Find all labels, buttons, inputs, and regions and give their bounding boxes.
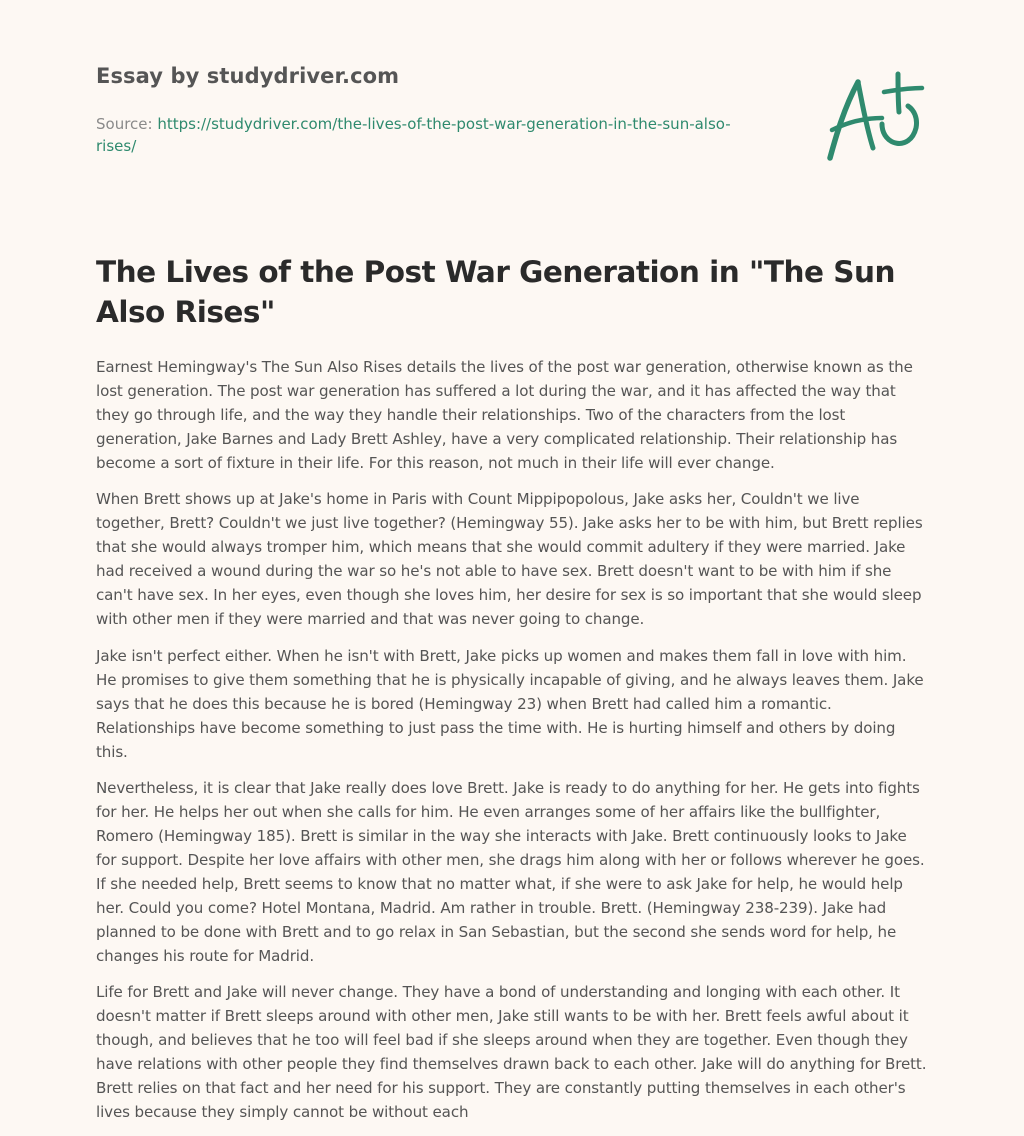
essay-paragraph: Earnest Hemingway's The Sun Also Rises details the lives of the post war generation, otherwise known as the lost generation. The post war generation has suffered a lot during the war, and it has affected the way that they go through life, and the way they handle their relationships. Two of the characters from the lost generation, Jake Barnes and Lady Brett Ashley, have a very complicated relationship. Their relationship has become a sort of fixture in their life. For this reason, not much in their life will ever change. — [96, 358, 913, 473]
essay-paragraph: Life for Brett and Jake will never change. They have a bond of understanding and longing with each other. It doesn't matter if Brett sleeps around with other men, Jake still wants to be with her. Brett feels awful about it though, and believes that he too will feel bad if she sleeps around when they are together. Even though they have relations with other people they find themselves drawn back to each other. Jake will do anything for Brett. Brett relies on that fact and her need for his support. They are constantly putting themselves in each other's lives because they simply cannot be without each — [96, 983, 927, 1122]
site-brand: Essay by studydriver.com — [96, 64, 400, 88]
essay-title: The Lives of the Post War Generation in "The Sun Also Rises" — [96, 255, 896, 329]
essay-body — [96, 355, 931, 1136]
source-line — [96, 113, 756, 157]
source-label: Source: — [96, 115, 158, 133]
essay-paragraph: Jake isn't perfect either. When he isn't with Brett, Jake picks up women and makes them fall in love with him. He promises to give them something that he is physically incapable of giving, and he always leaves them. Jake says that he does this because he is bored (Hemingway 23) when Brett had called him a romantic. Relationships have become something to just pass the time with. He is hurting himself and others by doing this. — [96, 646, 924, 761]
a-plus-logo-icon — [818, 66, 928, 166]
essay-paragraph: When Brett shows up at Jake's home in Paris with Count Mippipopolous, Jake asks her, Couldn't we live together, Brett? Couldn't we just live together? (Hemingway 55). Jake asks her to be with him, but Brett replies that she would always tromper him, which means that she would commit adultery if they were married. Jake had received a wound during the war so he's not able to have sex. Brett doesn't want to be with him if she can't have sex. In her eyes, even though she loves him, her desire for sex is so important that she would sleep with other men if they were married and that was never going to change. — [96, 490, 923, 629]
essay-paragraph: Nevertheless, it is clear that Jake really does love Brett. Jake is ready to do anything for her. He gets into fights for her. He helps her out when she calls for him. He even arranges some of her affairs like the bullfighter, Romero (Hemingway 185). Brett is similar in the way she interacts with Jake. Brett continuously looks to Jake for support. Despite her love affairs with other men, she drags him along with her or follows wherever he goes. If she needed help, Brett seems to know that no matter what, if she were to ask Jake for help, he would help her. Could you come? Hotel Montana, Madrid. Am rather in trouble. Brett. (Hemingway 238-239). Jake had planned to be done with Brett and to go relax in San Sebastian, but the second she sends word for help, he changes his route for Madrid. — [96, 778, 925, 966]
source-link[interactable]: https://studydriver.com/the-lives-of-the-post-war-generation-in-the-sun-also-rises/ — [96, 115, 731, 155]
